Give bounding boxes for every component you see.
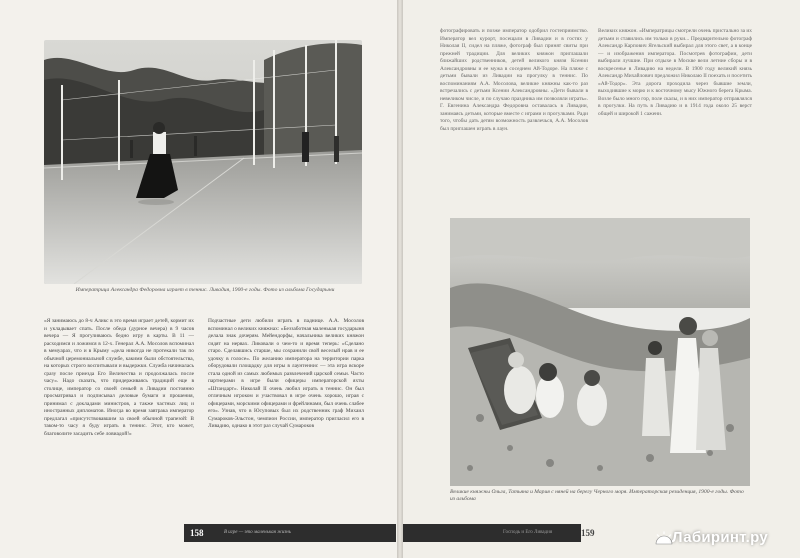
paragraph: «Я занимаюсь до 8-ч Аликс в это время играет детей, кормит их и укладывает спать. После обеда (дурное вечера) в 9 часов вечера — Я прогуливаюсь бедно игру в карты. В 11 — расходимся и ложимся в 12-х. Генерал А.А. Мосолов вспоминал в мемуарах, что и в Крыму «дела никогда не протекали так по обычной церемониальной службе, какими были обстоятельства, на которых строго воспитывали и выдержки. Служба начиналась сразу после приезда Его Величества и продолжалась после часу». Надо сказать, что придерживаясь традиций еще в столице, император со своей семьей в Ливадии постоянно просматривал и подписывал деловые бумаги и прошения, принимал с докладами министров, а также частных лиц и иностранных дипломатов. Иногда во время завтрака император предлагал «присутствовавшим за своей обычной трапезой: В таком-то часу я буду играть в теннис. Этот, кто может, благоволите засадить себе ловиадой!» bbox=[44, 318, 194, 437]
right-text-column-2 bbox=[598, 28, 752, 208]
right-footer-strip bbox=[403, 524, 595, 542]
beach-photo-caption: Великие княжны Ольга, Татьяна и Мария с няней на берегу Черного моря. Императорская резиденция, 1900-е годы. Фото из альбома bbox=[450, 489, 744, 502]
beach-photo bbox=[450, 218, 750, 486]
paragraph: Подчастные дети любили играть в паднице. А.А. Мосолов вспоминал о великих княжнах: «Беззаботная маленькая государыня делала знак дочерям. Мейендорфы, начальника великих княжон сидят на нервах. Ликовали о чем-то и время теперь: «Сделано старо. Сделавшись старше, мы сохранили свой веселый нрав и ее удочку в голосе». По желанию императора на территории парка оборудовали площадку для игры в лаунтеннис — эта игра вскоре стала одной из самых любимых развлечений царской семьи. Часто партнерами в игре были офицеры императорской яхты «Штандарт». Николай II очень любил играть в теннис. Он был отличным игроком и участвовал в игре очень хорошо, играя с офицерами, морскими офицерами и фрейлинами, был очень слабее его». Узнав, что в Юсуповых был их родственник граф Михаил Сумароков-Эльстон, чемпион России, император пригласил его в Ливадию, однако в этот раз случай Сумароков bbox=[208, 318, 364, 429]
left-running-title: В игре — это маленькая жизнь bbox=[224, 530, 292, 535]
left-text-column-1 bbox=[44, 318, 194, 534]
right-running-title: Господь и Его Ливадия bbox=[503, 530, 553, 535]
right-page-number: 159 bbox=[581, 528, 595, 538]
paragraph: фотографировать и позже император одобрил гостеприимство. Император вел курорт, посещали в Ливадии и в гостях у Николая II, сидел на пляже, фотограф был принят свиты при прежней традиции. Для великих княжон приглашали ближайших родственников, детей великого князя Ксении Александровны и ее мужа в соседнем Ай-Тодоре. На пляже с детьми бывали из Ливадии на прогулку в теннис. По воспоминаниям А.А. Мосолова, великие княжны как-то раз встречались с детьми Ксении Александровны. «Дети бывали в невеликом числе, и по случаю праздника им позволяли играть». Г. Евгенина Александра Федоровна оставалась в Ливадии, занимаясь детьми, которые вместе с играми и прогулками. Ради того, чтобы дать детям возможность развлечься, А.А. Мосолов был приглашен играть в лаун. bbox=[440, 28, 588, 132]
left-footer-strip bbox=[184, 524, 396, 542]
left-page-number: 158 bbox=[190, 528, 204, 538]
sun-icon bbox=[654, 531, 674, 545]
left-page bbox=[0, 0, 397, 558]
right-text-column-1 bbox=[440, 28, 588, 208]
watermark-logo: Лабиринт.ру bbox=[672, 529, 768, 546]
paragraph: Великих княжон. «Императрицы смотрели очень пристально за их детьми и ставились им только в руки... Предварительно фотограф Александр Карпович Ягельский выбирал для этого свет, а в конце — и изображения императора. Посмотрев фотографии, дети выбирали лучшие. При отдыхе в Москве вели летние сборы и в воскресенье в Ливадию на недели. В 1900 году великий князь Александр Михайлович предложил Николаю II поехать и посетить «Ай-Тодор». Эта дорога проходила через бывшие земли, выходившие к морю и к восточному мысу Южного берега Крыма. Возле было много гор, поле скалы, и в них император отправлялся в прогулки. На путь в Ливадию и в 1914 года около 25 верст общей и широкой 1 сажени. bbox=[598, 28, 752, 117]
tennis-photo bbox=[44, 40, 362, 284]
tennis-photo-caption: Императрица Александра Федоровна играет в теннис. Ливадия, 1900-е годы. Фото из альбома Государыни bbox=[75, 287, 335, 293]
left-text-column-2 bbox=[208, 318, 364, 534]
